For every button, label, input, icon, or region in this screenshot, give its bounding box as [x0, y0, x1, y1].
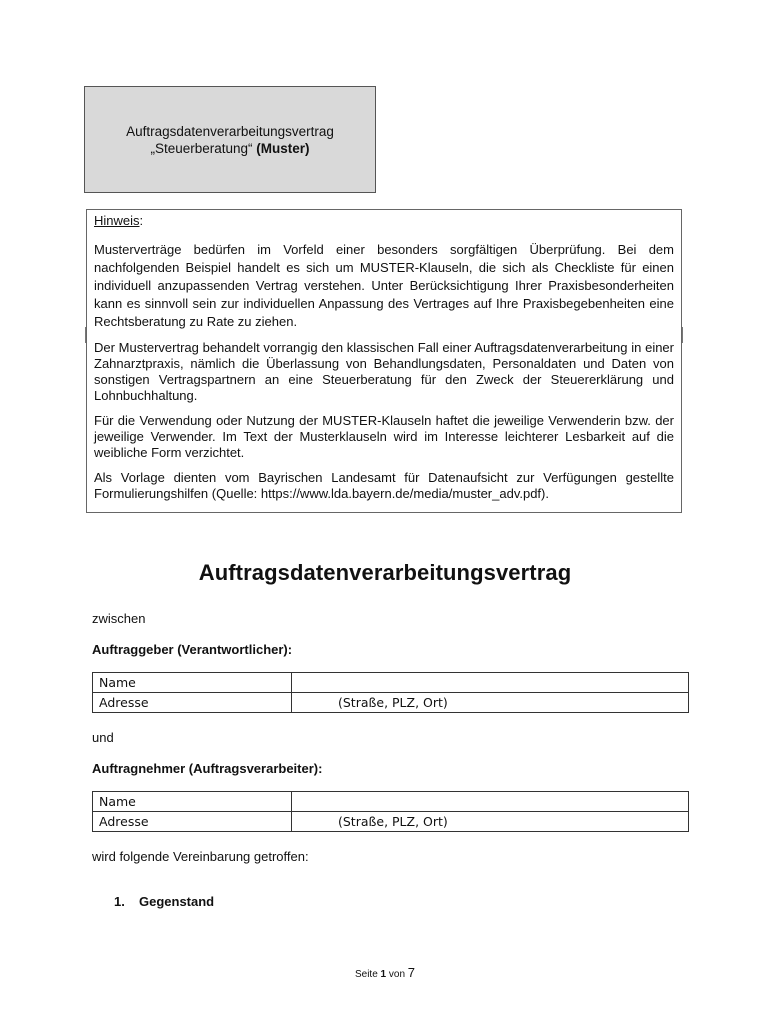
client-address-label: Adresse	[93, 693, 292, 713]
hint-label: Hinweis	[94, 213, 140, 228]
between-text: zwischen	[92, 611, 146, 626]
contractor-address-label: Adresse	[93, 812, 292, 832]
section-1-title: Gegenstand	[139, 894, 215, 909]
document-title-box	[84, 86, 376, 193]
section-1-number: 1.	[114, 894, 125, 909]
table-row	[93, 673, 689, 693]
hint-colon: :	[139, 213, 144, 228]
contractor-name-label: Name	[93, 792, 292, 812]
hint-divider-right	[682, 327, 683, 343]
footer-total-pages: 7	[407, 965, 416, 980]
section-1-heading	[114, 894, 214, 909]
table-row	[93, 812, 689, 832]
contractor-address-field[interactable]: (Straße, PLZ, Ort)	[292, 812, 689, 832]
table-row	[93, 693, 689, 713]
hint-box	[86, 209, 682, 513]
title-line-2	[150, 140, 309, 157]
contractor-name-field[interactable]	[292, 792, 689, 812]
hint-divider-left	[85, 327, 86, 343]
title-quoted: „Steuerberatung“	[150, 140, 253, 156]
agreement-text: wird folgende Vereinbarung getroffen:	[92, 849, 309, 864]
hint-heading	[94, 213, 674, 229]
hint-paragraph-3: Für die Verwendung oder Nutzung der MUSTER-Klauseln haftet die jeweilige Verwenderin bzw. der jeweilige Verwender. Im Text der Musterklauseln wird im Interesse leichterer Lesbarkeit auf die weibliche Form verzichtet.	[94, 413, 674, 460]
hint-paragraph-1: Musterverträge bedürfen im Vorfeld einer besonders sorgfältigen Überprüfung. Bei dem nachfolgenden Beispiel handelt es sich um MUSTER-Klauseln, die sich als Checkliste für einen individuell anzupassenden Vertrag verstehen. Unter Berücksichtigung Ihrer Praxisbesonderheiten kann es sinnvoll sein zur individuellen Anpassung des Vertrages auf Ihre Praxisbegebenheiten eine Rechtsberatung zu Rate zu ziehen.	[94, 242, 674, 329]
title-line-1: Auftragsdatenverarbeitungsvertrag	[126, 123, 334, 139]
footer-of: von	[388, 969, 406, 980]
table-row	[93, 792, 689, 812]
title-muster: (Muster)	[256, 140, 310, 156]
hint-paragraph-2: Der Mustervertrag behandelt vorrangig den klassischen Fall einer Auftragsdatenverarbeitung in einer Zahnarztpraxis, nämlich die Überlassung von Behandlungsdaten, Personaldaten und Daten von sonstigen Vertragspartnern an eine Steuerberatung für den Zweck der Steuererklärung und Lohnbuchhaltung.	[94, 340, 674, 403]
page-footer	[0, 965, 770, 980]
client-name-field[interactable]	[292, 673, 689, 693]
contractor-table	[92, 791, 689, 832]
contractor-label: Auftragnehmer (Auftragsverarbeiter):	[92, 761, 323, 776]
main-heading: Auftragsdatenverarbeitungsvertrag	[198, 560, 572, 585]
and-text: und	[92, 730, 114, 745]
footer-page-number: 1	[380, 969, 387, 980]
footer-prefix: Seite	[354, 969, 378, 980]
hint-paragraph-4: Als Vorlage dienten vom Bayrischen Landesamt für Datenaufsicht zur Verfügungen gestellte Formulierungshilfen (Quelle: https://www.lda.bayern.de/media/muster_adv.pdf).	[94, 470, 674, 501]
client-name-label: Name	[93, 673, 292, 693]
client-address-field[interactable]: (Straße, PLZ, Ort)	[292, 693, 689, 713]
client-table	[92, 672, 689, 713]
client-label: Auftraggeber (Verantwortlicher):	[92, 642, 293, 657]
